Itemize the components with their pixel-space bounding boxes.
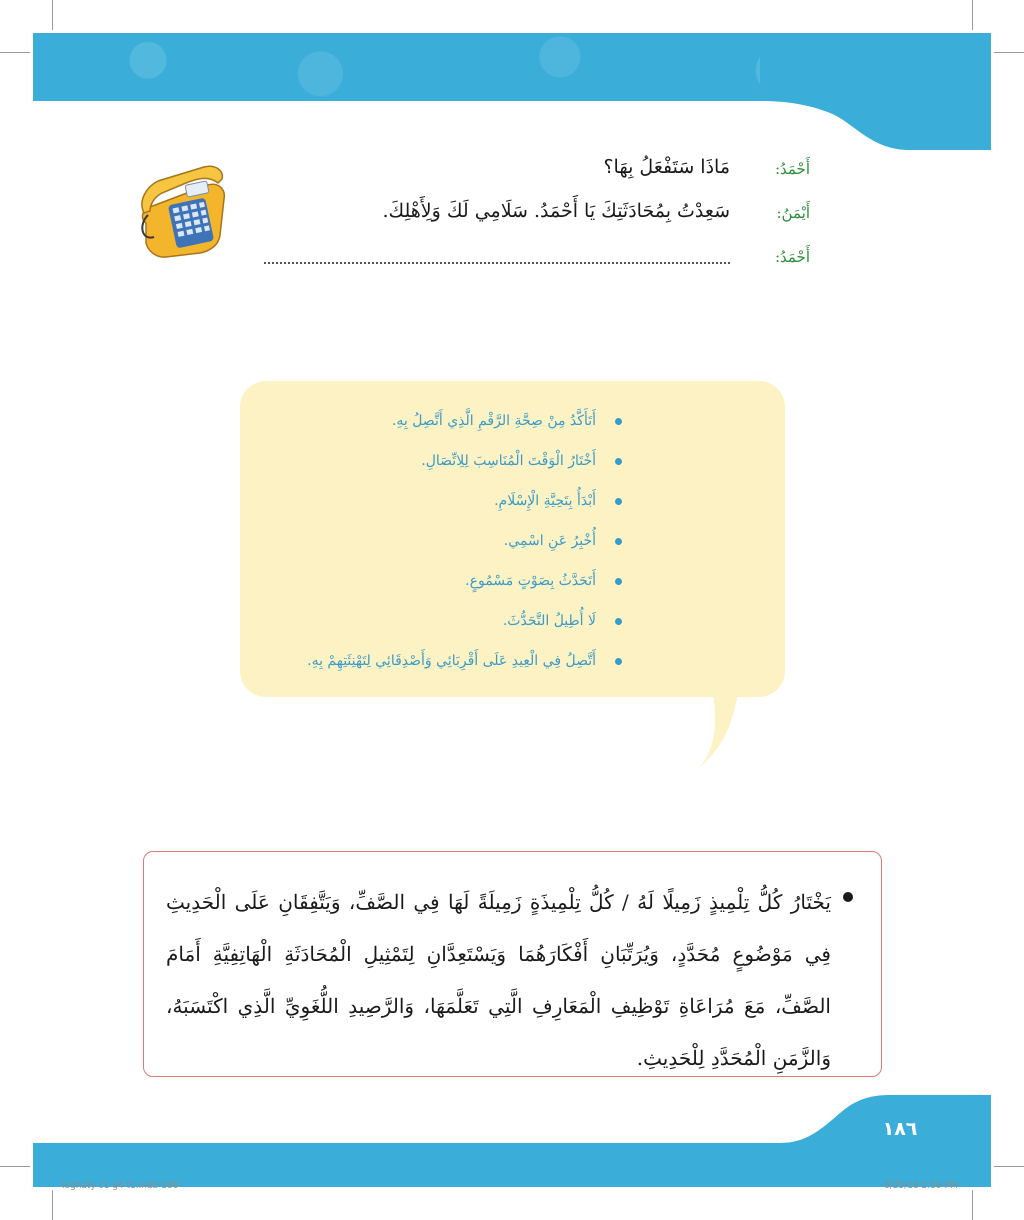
tip-text: أَتَّصِلُ فِي الْعِيدِ عَلَى أَقْرِبَائِي وَأَصْدِقَائِي لِتَهْنِئَتِهِمْ بِهِ.: [307, 653, 596, 669]
phone-dialogue: [250, 150, 810, 282]
crop-mark: [994, 1166, 1024, 1167]
speaker-name: أَحْمَدُ:: [774, 160, 810, 178]
crop-mark: [0, 52, 30, 53]
bubble-tail: [690, 680, 770, 780]
bullet-icon: [615, 498, 622, 505]
tip-text: لَا أُطِيلُ التَّحَدُّثَ.: [502, 613, 596, 629]
crop-mark: [994, 52, 1024, 53]
bullet-icon: [615, 578, 622, 585]
dialogue-line: [250, 194, 810, 238]
speaker-name: أَحْمَدُ:: [774, 248, 810, 266]
page-number-tab: [780, 1095, 991, 1187]
crop-mark: [0, 1166, 30, 1167]
tip-text: أَبْدَأُ بِتَحِيَّةِ الْإِسْلَامِ.: [494, 493, 596, 509]
tip-text: أَخْتَارُ الْوَقْتَ الْمُنَاسِبَ لِلِاتِّصَالِ.: [421, 453, 596, 469]
top-banner-tab: [760, 33, 991, 150]
list-item: [260, 605, 630, 645]
list-item: [260, 485, 630, 525]
bullet-icon: [615, 458, 622, 465]
dialogue-line: [250, 238, 810, 282]
crop-mark: [972, 1190, 973, 1220]
bullet-icon: [615, 658, 622, 665]
list-item: [260, 565, 630, 605]
speech-text: سَعِدْتُ بِمُحَادَثَتِكَ يَا أَحْمَدُ. سَلَامِي لَكَ وَلِأَهْلِكَ.: [382, 200, 730, 222]
phone-etiquette-list: [260, 405, 630, 685]
print-slug-date: 6/25/18 2:59 PM: [884, 1181, 958, 1191]
tip-text: أَتَحَدَّثُ بِصَوْتٍ مَسْمُوعٍ.: [465, 573, 596, 589]
bullet-icon: [615, 618, 622, 625]
list-item: [260, 525, 630, 565]
tip-text: أَتَأَكَّدُ مِنْ صِحَّةِ الرَّقْمِ الَّذِي أَتَّصِلُ بِهِ.: [391, 413, 596, 429]
crop-mark: [52, 1190, 53, 1220]
tip-text: أُخْبِرُ عَنِ اسْمِي.: [503, 533, 596, 549]
list-item: [260, 405, 630, 445]
print-slug-file: loghaty c1 g4 t1.indb 186: [62, 1181, 179, 1191]
crop-mark: [52, 0, 53, 30]
activity-box: [143, 851, 882, 1077]
bullet-icon: [843, 892, 853, 902]
page-number: ١٨٦: [882, 1118, 918, 1140]
list-item: [260, 445, 630, 485]
crop-mark: [972, 0, 973, 30]
speech-text: مَاذَا سَتَفْعَلُ بِهَا؟: [603, 156, 730, 178]
telephone-icon: [138, 165, 238, 259]
activity-instructions: يَخْتَارُ كُلُّ تِلْمِيذٍ زَمِيلًا لَهُ / كُلُّ تِلْمِيذَةٍ زَمِيلَةً لَهَا فِي الصَّفِّ، وَيَتَّفِقَانِ عَلَى الْحَدِيثِ فِي مَوْضُوعٍ مُحَدَّدٍ، وَيُرَتِّبَانِ أَفْكَارَهُمَا وَيَسْتَعِدَّانِ لِتَمْثِيلِ الْمُحَادَثَةِ الْهَاتِفِيَّةِ أَمَامَ الصَّفِّ، مَعَ مُرَاعَاةِ تَوْظِيفِ الْمَعَارِفِ الَّتِي تَعَلَّمَهَا، وَالرَّصِيدِ اللُّغَوِيِّ الَّذِي اكْتَسَبَهُ، وَالزَّمَنِ الْمُحَدَّدِ لِلْحَدِيثِ.: [166, 890, 831, 1070]
bullet-icon: [615, 418, 622, 425]
list-item: [260, 645, 630, 685]
bullet-icon: [615, 538, 622, 545]
speaker-name: أَيْمَنُ:: [776, 204, 810, 222]
answer-blank-line: [264, 262, 730, 264]
dialogue-line: [250, 150, 810, 194]
